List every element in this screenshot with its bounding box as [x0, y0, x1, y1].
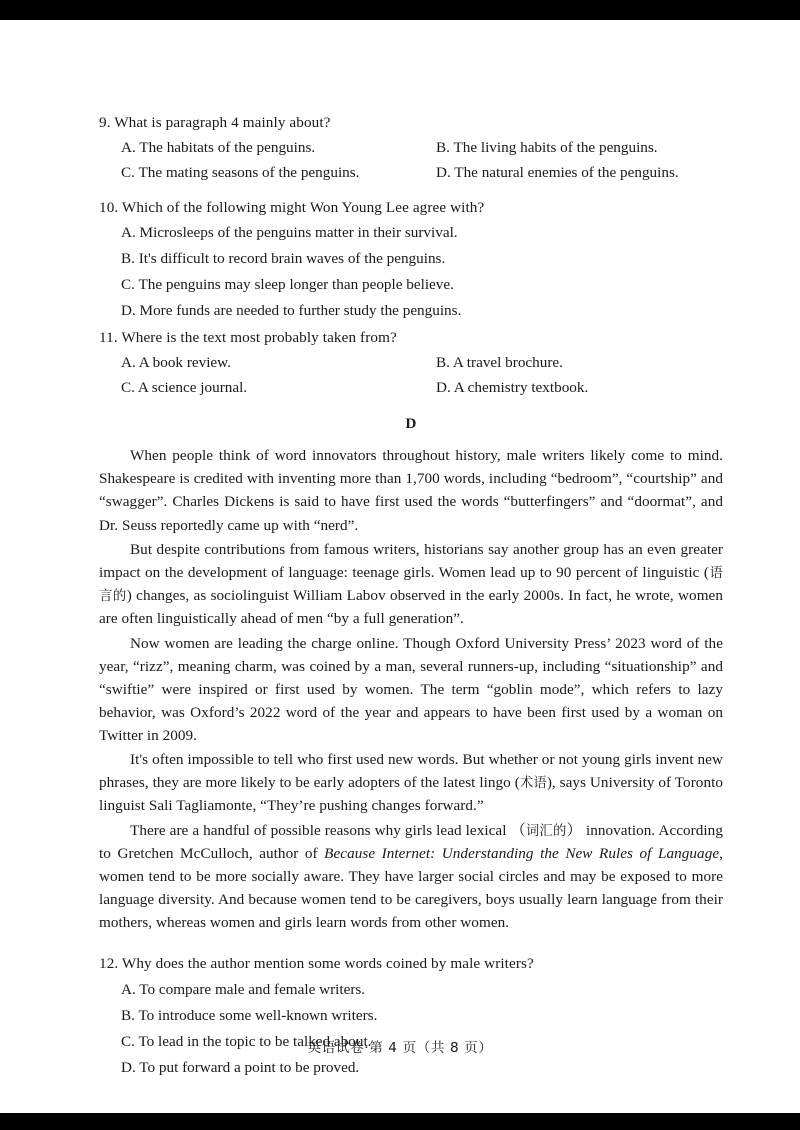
question-11-option-d[interactable]: D. A chemistry textbook. [436, 379, 589, 397]
question-10-option-c[interactable]: C. The penguins may sleep longer than people believe. [121, 276, 454, 294]
question-10-stem: 10. Which of the following might Won Young Lee agree with? [99, 198, 485, 216]
question-9-option-b[interactable]: B. The living habits of the penguins. [436, 139, 658, 157]
question-9-option-c[interactable]: C. The mating seasons of the penguins. [121, 164, 360, 182]
passage-paragraph-2-part-b: ) changes, as sociolinguist William Labov observed in the early 2000s. In fact, he wrote, women are often linguistically ahead of men “by a full generation”. [99, 587, 723, 628]
question-11-option-a[interactable]: A. A book review. [121, 353, 231, 371]
question-11-options [99, 355, 723, 405]
question-12-option-a[interactable]: A. To compare male and female writers. [121, 980, 366, 998]
passage-paragraph-2 [99, 538, 723, 631]
section-letter-d: D [405, 415, 417, 433]
passage-paragraph-4-part-a: It's often impossible to tell who first used new words. But whether or not young girls invent new phrases, they are more likely to be early adopters of the latest lingo ( [99, 751, 723, 792]
question-12-stem: 12. Why does the author mention some words coined by male writers? [99, 955, 534, 973]
exam-page [0, 20, 800, 1113]
question-11-option-b[interactable]: B. A travel brochure. [436, 353, 563, 371]
question-12 [99, 956, 723, 1075]
question-11-option-c[interactable]: C. A science journal. [121, 379, 248, 397]
question-9-option-a[interactable]: A. The habitats of the penguins. [121, 139, 316, 157]
passage-paragraph-4-gloss-lingo: 术语 [519, 776, 547, 792]
scan-artifact-bottom-band [0, 1113, 800, 1130]
passage-paragraph-3: Now women are leading the charge online. Though Oxford University Press’ 2023 word of the year, “rizz”, meaning charm, was coined by a man, several runners-up, including “situationship” and “swiftie” were inspired or first used by women. The term “goblin mode”, which refers to lazy behavior, was Oxford’s 2022 word of the year and appears to have been first used by a woman on Twitter in 2009. [99, 634, 723, 744]
question-12-option-b[interactable]: B. To introduce some well-known writers. [121, 1006, 378, 1024]
page-footer: 英语试卷·第 4 页（共 8 页） [307, 1040, 493, 1056]
passage-paragraph-5-part-c: , women tend to be more socially aware. They have larger social circles and may be exposed to more language diversity. And because women tend to be caregivers, boys usually learn language from their mothers, whereas women and girls learn words from other women. [99, 844, 723, 932]
page-content [99, 115, 723, 1086]
question-12-options [99, 982, 723, 1076]
question-9 [99, 115, 723, 191]
passage-paragraph-1: When people think of word innovators throughout history, male writers likely come to mind. Shakespeare is credited with inventing more than 1,700 words, including “bedroom”, “courtship” and “swagger”. Charles Dickens is said to have first used the words “butterfingers” and “doormat”, and Dr. Seuss reportedly came up with “nerd”. [99, 447, 723, 534]
passage-paragraph-5-part-b: ） innovation. According to Gretchen McCulloch, author of [99, 821, 723, 862]
passage-paragraph-5-gloss-lexical: 词汇的 [525, 823, 567, 839]
question-9-options [99, 140, 723, 190]
passage-paragraph-5-part-a: There are a handful of possible reasons why girls lead lexical （ [130, 821, 526, 839]
question-10-option-a[interactable]: A. Microsleeps of the penguins matter in their survival. [121, 223, 458, 241]
passage-paragraph-5-book-title: Because Internet: Understanding the New Rules of Language [324, 844, 720, 862]
question-10 [99, 200, 723, 319]
question-12-option-d[interactable]: D. To put forward a point to be proved. [121, 1059, 360, 1077]
question-11 [99, 330, 723, 406]
passage-paragraph-5 [99, 819, 723, 935]
question-11-stem: 11. Where is the text most probably taken from? [99, 328, 397, 346]
passage-paragraph-4-part-b: ), says University of Toronto linguist Sali Tagliamonte, “They’re pushing changes forward.” [99, 774, 723, 815]
scan-artifact-top-band [0, 0, 800, 20]
question-10-option-d[interactable]: D. More funds are needed to further study the penguins. [121, 302, 462, 320]
question-12-option-c[interactable]: C. To lead in the topic to be talked about. [121, 1032, 372, 1050]
passage-paragraph-2-part-a: But despite contributions from famous writers, historians say another group has an even greater impact on the development of language: teenage girls. Women lead up to 90 percent of linguistic ( [99, 540, 723, 581]
reading-passage-d [99, 444, 723, 934]
question-10-options [99, 225, 723, 319]
passage-paragraph-2-gloss-linguistic: 语言的 [99, 565, 723, 605]
question-9-stem: 9. What is paragraph 4 mainly about? [99, 114, 331, 131]
passage-paragraph-4 [99, 748, 723, 818]
question-9-option-d[interactable]: D. The natural enemies of the penguins. [436, 164, 679, 182]
question-10-option-b[interactable]: B. It's difficult to record brain waves of the penguins. [121, 250, 446, 268]
